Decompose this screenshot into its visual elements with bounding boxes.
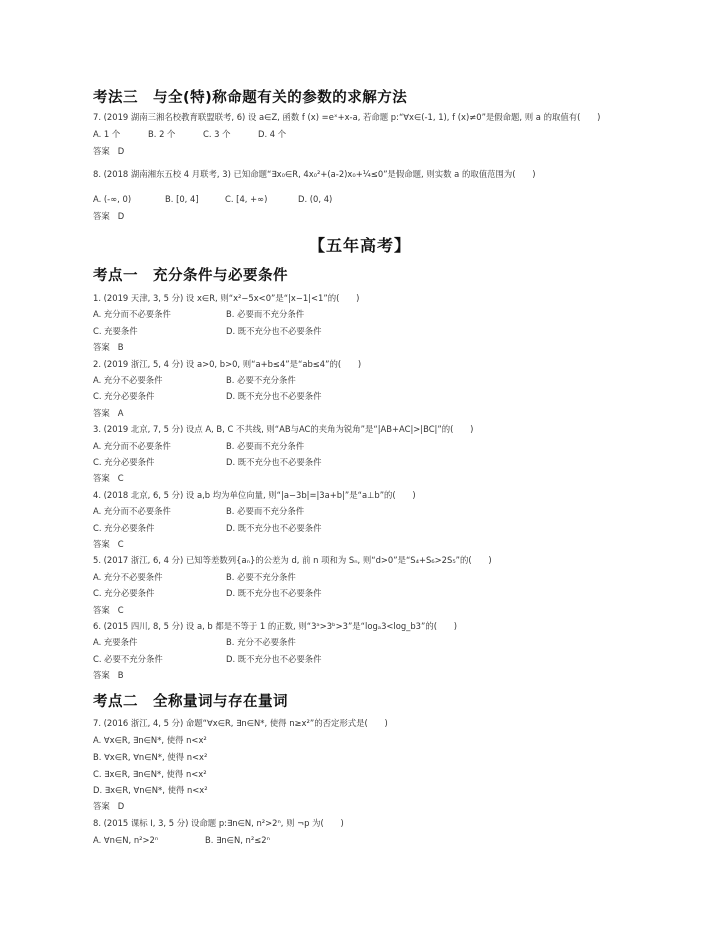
answer-line [93, 407, 123, 419]
option-d: D. 既不充分也不必要条件 [226, 457, 322, 467]
option-a: A. 1 个 [93, 129, 121, 139]
answer-line [93, 800, 124, 812]
option-d: D. ∃x∈R, ∀n∈N*, 使得 n<x² [93, 785, 208, 795]
option-c: C. 充分必要条件 [93, 588, 155, 599]
option-b: B. [0, 4] [165, 194, 199, 204]
option-c: C. 必要不充分条件 [93, 653, 163, 664]
section-heading-method3: 考法三 与全(特)称命题有关的参数的求解方法 [93, 90, 408, 106]
question-text: 3. (2019 北京, 7, 5 分) 设点 A, B, C 不共线, 则“AB与AC的夹角为锐角”是“|AB+AC|>|BC|”的( ) [93, 424, 474, 435]
option-b: B. 必要不充分条件 [226, 571, 296, 582]
option-a: A. ∀n∈N, n²>2ⁿ [93, 835, 159, 845]
answer-line [93, 341, 124, 353]
option-a: A. 充要条件 [93, 637, 138, 648]
answer-value: D [117, 146, 125, 156]
answer-label: 答案 [93, 211, 110, 221]
question-text: 5. (2017 浙江, 6, 4 分) 已知等差数列{aₙ}的公差为 d, 前 n 项和为 Sₙ, 则“d>0”是“S₄+S₆>2S₅”的( ) [93, 555, 492, 566]
section-heading-kp2: 考点二 全称量词与存在量词 [93, 694, 288, 710]
option-b: B. ∃n∈N, n²≤2ⁿ [205, 835, 270, 845]
option-b: B. 必要不充分条件 [226, 375, 296, 385]
answer-value: B [117, 670, 124, 681]
answer-line [93, 472, 124, 484]
answer-label: 答案 [93, 407, 110, 418]
answer-label: 答案 [93, 604, 110, 615]
answer-line [93, 210, 124, 222]
option-d: D. 既不充分也不必要条件 [226, 588, 322, 599]
answer-value: C [117, 473, 124, 484]
option-d: D. 既不充分也不必要条件 [226, 391, 322, 402]
question-text: 8. (2015 课标 Ⅰ, 3, 5 分) 设命题 p:∃n∈N, n²>2ⁿ, 则 ¬p 为( ) [93, 818, 344, 828]
option-b: B. 必要而不充分条件 [226, 309, 305, 320]
option-c: C. [4, +∞) [225, 194, 268, 204]
answer-value: C [117, 604, 124, 615]
question-text: 2. (2019 浙江, 5, 4 分) 设 a>0, b>0, 则“a+b≤4”是“ab≤4”的( ) [93, 358, 362, 369]
option-d: D. 既不充分也不必要条件 [226, 522, 322, 533]
option-d: D. 既不充分也不必要条件 [226, 653, 322, 664]
answer-value: B [117, 342, 124, 353]
option-a: A. 充分而不必要条件 [93, 440, 171, 451]
option-a: A. 充分而不必要条件 [93, 309, 171, 320]
option-b: B. 必要而不充分条件 [226, 440, 305, 451]
section-heading-kp1: 考点一 充分条件与必要条件 [93, 268, 288, 284]
answer-value: A [117, 407, 124, 418]
question-text: 4. (2018 北京, 6, 5 分) 设 a,b 均为单位向量, 则“|a−3b|=|3a+b|”是“a⊥b”的( ) [93, 489, 416, 500]
answer-line [93, 145, 124, 157]
option-c: C. 充要条件 [93, 325, 138, 336]
answer-line [93, 538, 124, 550]
option-a: A. 充分而不必要条件 [93, 506, 171, 517]
question-text: 7. (2016 浙江, 4, 5 分) 命题“∀x∈R, ∃n∈N*, 使得 n≥x²”的否定形式是( ) [93, 718, 388, 728]
option-a: A. 充分不必要条件 [93, 571, 163, 582]
answer-label: 答案 [93, 670, 110, 681]
option-c: C. ∃x∈R, ∃n∈N*, 使得 n<x² [93, 769, 207, 779]
answer-label: 答案 [93, 146, 110, 156]
question-text: 7. (2019 湖南三湘名校教育联盟联考, 6) 设 a∈Z, 函数 f (x) =eˣ+x-a, 若命题 p:“∀x∈(-1, 1), f (x)≠0”是假命题, 则 a 的取值有( ) [93, 112, 601, 122]
answer-value: D [117, 801, 125, 811]
answer-value: D [117, 211, 125, 221]
answer-label: 答案 [93, 473, 110, 484]
option-c: C. 充分必要条件 [93, 522, 155, 533]
option-c: C. 充分必要条件 [93, 391, 155, 402]
question-text: 8. (2018 湖南湘东五校 4 月联考, 3) 已知命题“∃x₀∈R, 4x₀²+(a-2)x₀+¼≤0”是假命题, 则实数 a 的取值范围为( ) [93, 169, 536, 179]
question-text: 6. (2015 四川, 8, 5 分) 设 a, b 都是不等于 1 的正数, 则“3ᵃ>3ᵇ>3”是“logₐ3<log_b3”的( ) [93, 621, 458, 631]
option-b: B. 必要而不充分条件 [226, 506, 305, 517]
option-a: A. (-∞, 0) [93, 194, 132, 204]
answer-value: C [117, 539, 124, 549]
option-b: B. ∀x∈R, ∀n∈N*, 使得 n<x² [93, 752, 208, 762]
question-text: 1. (2019 天津, 3, 5 分) 设 x∈R, 则“x²−5x<0”是“|x−1|<1”的( ) [93, 293, 360, 303]
answer-line [93, 669, 124, 681]
option-a: A. ∀x∈R, ∃n∈N*, 使得 n<x² [93, 735, 207, 745]
option-c: C. 充分必要条件 [93, 457, 155, 467]
option-b: B. 2 个 [148, 129, 176, 139]
part-title: 【五年高考】 [308, 236, 411, 255]
option-c: C. 3 个 [203, 129, 231, 139]
answer-label: 答案 [93, 539, 110, 549]
answer-label: 答案 [93, 801, 110, 811]
answer-label: 答案 [93, 342, 110, 353]
answer-line [93, 604, 124, 616]
option-d: D. (0, 4) [298, 194, 333, 204]
option-d: D. 4 个 [258, 129, 287, 139]
option-a: A. 充分不必要条件 [93, 375, 163, 385]
option-b: B. 充分不必要条件 [226, 637, 296, 648]
option-d: D. 既不充分也不必要条件 [226, 325, 322, 336]
